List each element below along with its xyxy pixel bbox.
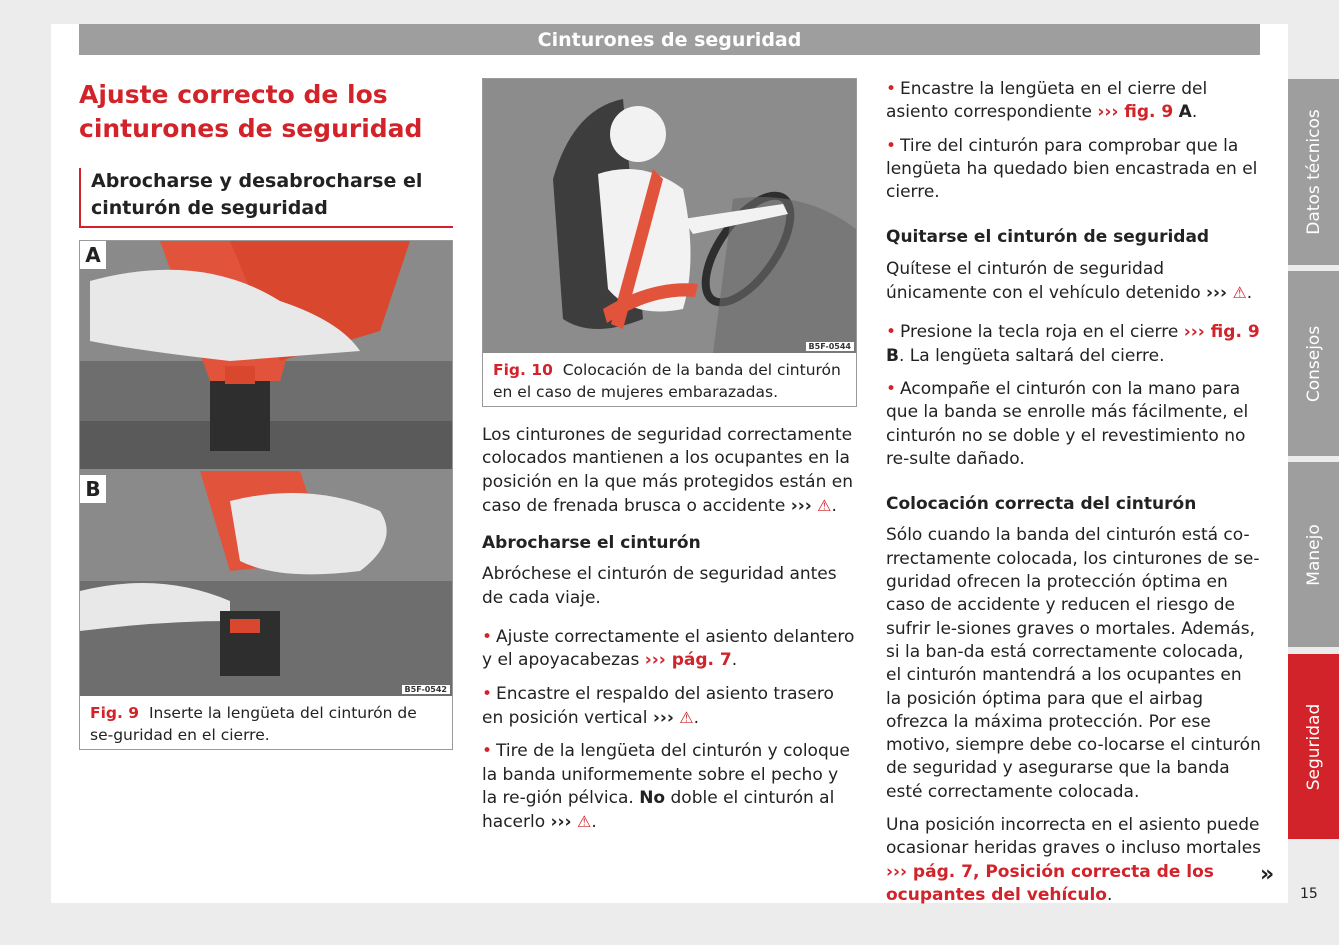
section-colocacion-title: Colocación correcta del cinturón bbox=[886, 494, 1197, 515]
section-heading: Abrocharse y desabrocharse el cinturón de seguridad bbox=[79, 168, 453, 228]
tab-manejo[interactable] bbox=[1288, 462, 1339, 647]
figure-9-code: B5F-0542 bbox=[402, 685, 450, 694]
page-title: Ajuste correcto de los cinturones de seguridad bbox=[79, 80, 423, 143]
figure-10-image bbox=[483, 79, 856, 353]
figure-9-number: Fig. 9 bbox=[90, 704, 140, 722]
figure-10-caption-text: Colocación de la banda del cinturón en el caso de mujeres embarazadas. bbox=[493, 361, 841, 401]
list-item-text: Tire de la lengüeta del cinturón y coloque la banda uniformemente sobre el pecho y la re-gión pélvica. bbox=[482, 741, 850, 808]
warning-icon: ⚠ bbox=[1232, 283, 1247, 303]
ref-arrow: ››› bbox=[790, 495, 812, 516]
list-item: • Ajuste correctamente el asiento delantero y el apoyacabezas ››› pág. 7. bbox=[482, 626, 857, 673]
column-3-text bbox=[886, 78, 1261, 917]
figure-ref-link[interactable]: ››› fig. 9 bbox=[1183, 322, 1260, 343]
column-2-text bbox=[482, 424, 857, 844]
continue-mark: » bbox=[1260, 862, 1275, 887]
list-item-text: doble el cinturón al hacerlo bbox=[482, 787, 835, 833]
list-item-text: Encastre el respaldo del asiento trasero en posición vertical bbox=[482, 683, 834, 728]
section-quitarse-text: Quítese el cinturón de seguridad únicamente con el vehículo detenido ››› ⚠. bbox=[886, 258, 1253, 304]
figure-9 bbox=[79, 240, 453, 750]
figure-10-caption bbox=[493, 359, 843, 403]
figure-9-caption bbox=[90, 702, 440, 746]
page-ref-link[interactable]: ››› pág. 7, Posición correcta de los ocupantes del vehículo bbox=[886, 861, 1214, 905]
figure-10 bbox=[482, 78, 857, 407]
ref-arrow: ››› bbox=[550, 812, 572, 833]
figure-10-number: Fig. 10 bbox=[493, 361, 553, 379]
figure-9-label-b: B bbox=[80, 475, 106, 503]
tab-label: Seguridad bbox=[1303, 703, 1324, 790]
final-paragraph: Una posición incorrecta en el asiento puede ocasionar heridas graves o incluso mortales ››› pág. 7, Posición correcta de los ocupantes del vehículo. bbox=[886, 815, 1262, 905]
figure-letter: A bbox=[1178, 102, 1192, 123]
figure-9-image bbox=[80, 241, 452, 696]
warning-icon: ⚠ bbox=[817, 495, 832, 515]
warning-icon: ⚠ bbox=[576, 812, 592, 832]
warning-icon: ⚠ bbox=[679, 707, 694, 727]
final-paragraph-text: Una posición incorrecta en el asiento puede ocasionar heridas graves o incluso mortales bbox=[886, 815, 1262, 859]
ref-arrow: ››› bbox=[1206, 283, 1228, 304]
figure-ref-link[interactable]: ››› fig. 9 bbox=[1097, 102, 1174, 123]
list-item: • Presione la tecla roja en el cierre ››› fig. 9 B. La lengüeta saltará del cierre. bbox=[886, 321, 1261, 368]
list-item: • Encastre el respaldo del asiento trasero en posición vertical ››› ⚠. bbox=[482, 683, 857, 731]
list-item-text: Encastre la lengüeta en el cierre del asiento correspondiente bbox=[886, 79, 1208, 123]
page-number: 15 bbox=[1300, 886, 1318, 902]
section-colocacion-text: Sólo cuando la banda del cinturón está co-rrectamente colocada, los cinturones de se-guridad ofrecen la protección óptima en caso de accidente y reducen el riesgo de sufrir le-siones graves o mortales. Además, si la ban-da está correctamente colocada, el cinturón mantendrá a los ocupantes en la posición óptima para que el airbag ofrezca la máxima protección. Por ese motivo, siempre debe co-locarse el cinturón de seguridad y asegurarse que la banda esté correctamente colocada. bbox=[886, 525, 1261, 802]
figure-9-label-a: A bbox=[80, 241, 106, 269]
section-abrocharse-text: Abróchese el cinturón de seguridad antes de cada viaje. bbox=[482, 564, 837, 608]
list-item: • Tire de la lengüeta del cinturón y coloque la banda uniformemente sobre el pecho y la re-gión pélvica. No doble el cinturón al hacerlo ››› ⚠. bbox=[482, 740, 857, 834]
list-item-text: La lengüeta saltará del cierre. bbox=[909, 345, 1165, 366]
tab-label: Manejo bbox=[1303, 523, 1324, 586]
tab-label: Consejos bbox=[1303, 325, 1324, 402]
intro-paragraph: Los cinturones de seguridad correctamente colocados mantienen a los ocupantes en la posición en la que más protegidos están en caso de frenada brusca o accidente ››› ⚠. bbox=[482, 425, 853, 516]
page-ref-link[interactable]: ››› pág. 7 bbox=[644, 650, 732, 671]
section-quitarse-title: Quitarse el cinturón de seguridad bbox=[886, 227, 1210, 248]
figure-10-code: B5F-0544 bbox=[806, 342, 854, 351]
chapter-header: Cinturones de seguridad bbox=[79, 24, 1260, 55]
figure-9-caption-text: Inserte la lengüeta del cinturón de se-guridad en el cierre. bbox=[90, 704, 417, 744]
intro-text: Los cinturones de seguridad correctamente colocados mantienen a los ocupantes en la posición en la que más protegidos están en caso de frenada brusca o accidente bbox=[482, 425, 853, 516]
tab-seguridad[interactable] bbox=[1288, 654, 1339, 839]
tab-datos-tecnicos[interactable] bbox=[1288, 79, 1339, 265]
tab-consejos[interactable] bbox=[1288, 271, 1339, 456]
list-item-text: Ajuste correctamente el asiento delantero y el apoyacabezas bbox=[482, 627, 855, 671]
section-quitarse-body: Quítese el cinturón de seguridad únicamente con el vehículo detenido bbox=[886, 258, 1201, 304]
section-abrocharse-title: Abrocharse el cinturón bbox=[482, 533, 701, 554]
tab-label: Datos técnicos bbox=[1303, 109, 1324, 235]
ref-arrow: ››› bbox=[652, 707, 674, 728]
figure-letter: B bbox=[886, 345, 899, 366]
list-item: • Acompañe el cinturón con la mano para que la banda se enrolle más fácilmente, el cinturón no se doble y el revestimiento no re-sulte dañado. bbox=[886, 378, 1261, 471]
list-item: • Tire del cinturón para comprobar que la lengüeta ha quedado bien encastrada en el cierre. bbox=[886, 135, 1261, 205]
pregnant-driver-illustration bbox=[483, 79, 856, 353]
seatbelt-buckle-illustration bbox=[80, 241, 452, 696]
list-item: • Encastre la lengüeta en el cierre del asiento correspondiente ››› fig. 9 A. bbox=[886, 78, 1261, 125]
emphasis-no: No bbox=[639, 787, 666, 808]
list-item-text: Presione la tecla roja en el cierre bbox=[900, 322, 1179, 343]
